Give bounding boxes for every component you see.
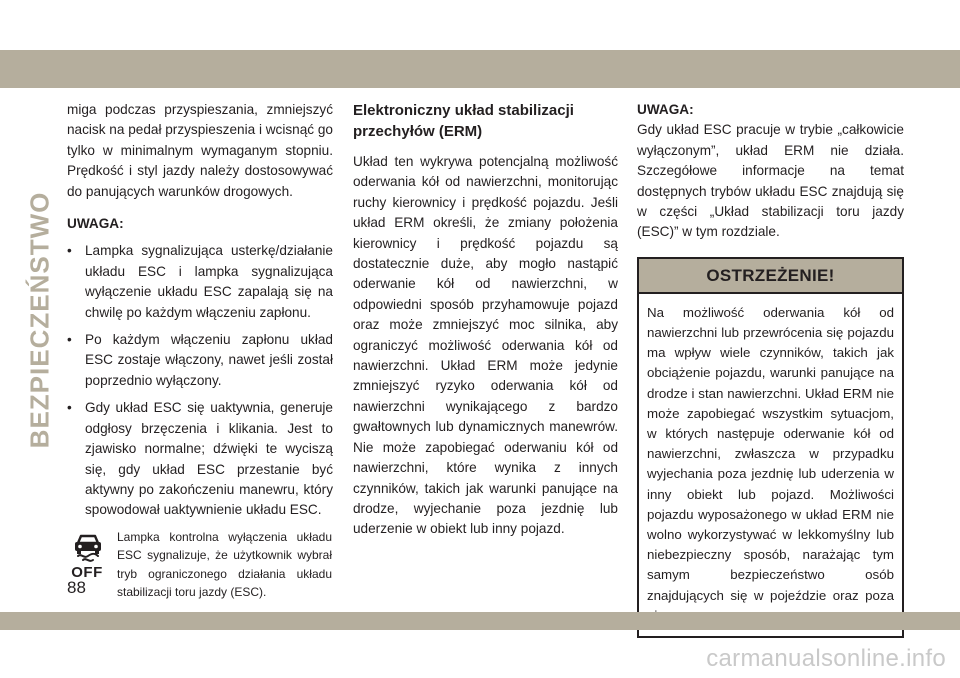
intro-paragraph: miga podczas przyspieszania, zmniejszyć nacisk na pedał przyspieszenia i wcisnąć go tylko w minimalnym wymaganym stopniu. Prędkość i styl jazdy należy dostosowywać do panujących warunków drogowych. — [67, 102, 333, 199]
bullet-text: Po każdym włączeniu zapłonu układ ESC zostaje włączony, nawet jeśli został poprzednio wyłączony. — [85, 332, 333, 388]
header-color-strip — [0, 50, 960, 88]
bullet-dot: • — [67, 332, 72, 348]
bullet-text: Gdy układ ESC się uaktywnia, generuje odgłosy brzęczenia i klikania. Jest to zjawisko normalne; dźwięki te wyciszą się, gdy układ ESC przestanie być aktywny po zakończeniu manewru, który spowodował uaktywnienie układu ESC. — [85, 400, 333, 518]
list-item — [67, 398, 333, 520]
watermark: carmanualsonline.info — [706, 645, 946, 672]
esc-off-label: OFF — [71, 563, 103, 581]
note-paragraph: Gdy układ ESC pracuje w trybie „całkowicie wyłączonym”, układ ERM nie działa. Szczegółowe informacje na temat dostępnych trybów układu ESC znajdują się w części „Układ stabilizacji toru jazdy (ESC)” w tym rozdziale. — [637, 122, 904, 240]
note-heading: UWAGA: — [67, 216, 124, 232]
bullet-text: Lampka sygnalizująca usterkę/działanie układu ESC i lampka sygnalizująca wyłączenie układu ESC zapalają się na chwilę po każdym włączeniu zapłonu. — [85, 243, 333, 320]
warning-title: OSTRZEŻENIE! — [639, 259, 902, 294]
esc-off-description: Lampka kontrolna wyłączenia układu ESC sygnalizuje, że użytkownik wybrał tryb ograniczonego działania układu stabilizacji toru jazdy (ESC). — [117, 529, 332, 600]
bullet-dot: • — [67, 243, 72, 259]
esc-off-note — [67, 529, 333, 600]
bullet-dot: • — [67, 400, 72, 416]
footer-color-strip — [0, 612, 960, 630]
section-title: Elektroniczny układ stabilizacji przechyłów (ERM) — [353, 102, 574, 140]
column-3 — [637, 100, 904, 638]
page-number: 88 — [67, 578, 86, 597]
note-bullet-list — [67, 241, 333, 520]
note-heading: UWAGA: — [637, 102, 694, 117]
warning-box — [637, 257, 904, 638]
warning-text: Na możliwość oderwania kół od nawierzchni lub przewrócenia się pojazdu ma wpływ wiele czynników, takich jak obciążenie pojazdu, warunki panujące na drodze i stan nawierzchni. Układ ERM nie może zapobiegać wszystkim sytuacjom, w których następuje oderwanie kół od nawierzchni, zwłaszcza w przypadku wyjechania poza jezdnię lub uderzenia w inny obiekt lub pojazd. Możliwości pojazdu wyposażonego w układ ERM nie wolno wykorzystywać w lekkomyślny lub niebezpieczny sposób, narażając tym samym bezpieczeństwo osób znajdujących się w pojeździe oraz poza — [647, 304, 894, 603]
list-item — [67, 241, 333, 323]
section-side-label-text: BEZPIECZEŃSTWO — [24, 191, 55, 449]
column-1 — [67, 100, 333, 600]
erm-body-paragraph: Układ ten wykrywa potencjalną możliwość oderwania kół od nawierzchni, monitorując ruchy kierownicy i prędkość pojazdu. Jeśli układ ERM określi, że zmiany położenia kierownicy i prędkość pojazdu są dostatecznie duże, aby mogło nastąpić oderwanie kół od nawierzchni, w odpowiedni sposób przyhamowuje pojazd oraz może zmniejszyć moc silnika, aby ograniczyć możliwość oderwania kół od nawierzchni. Układ ERM może jedynie zmniejszyć ryzyko oderwania kół od nawierzchni wynikającego z bardzo gwałtownych lub dynamicznych manewrów. Nie może zapobiegać oderwaniu kół od nawierzchni, które wynika z innych czynników, takich jak warunki panujące na drodze, wyjechanie poza jezdnię lub uderzenie w obiekt lub inny pojazd. — [353, 154, 618, 537]
list-item — [67, 330, 333, 391]
column-2 — [353, 100, 618, 540]
top-header-band — [0, 0, 960, 88]
